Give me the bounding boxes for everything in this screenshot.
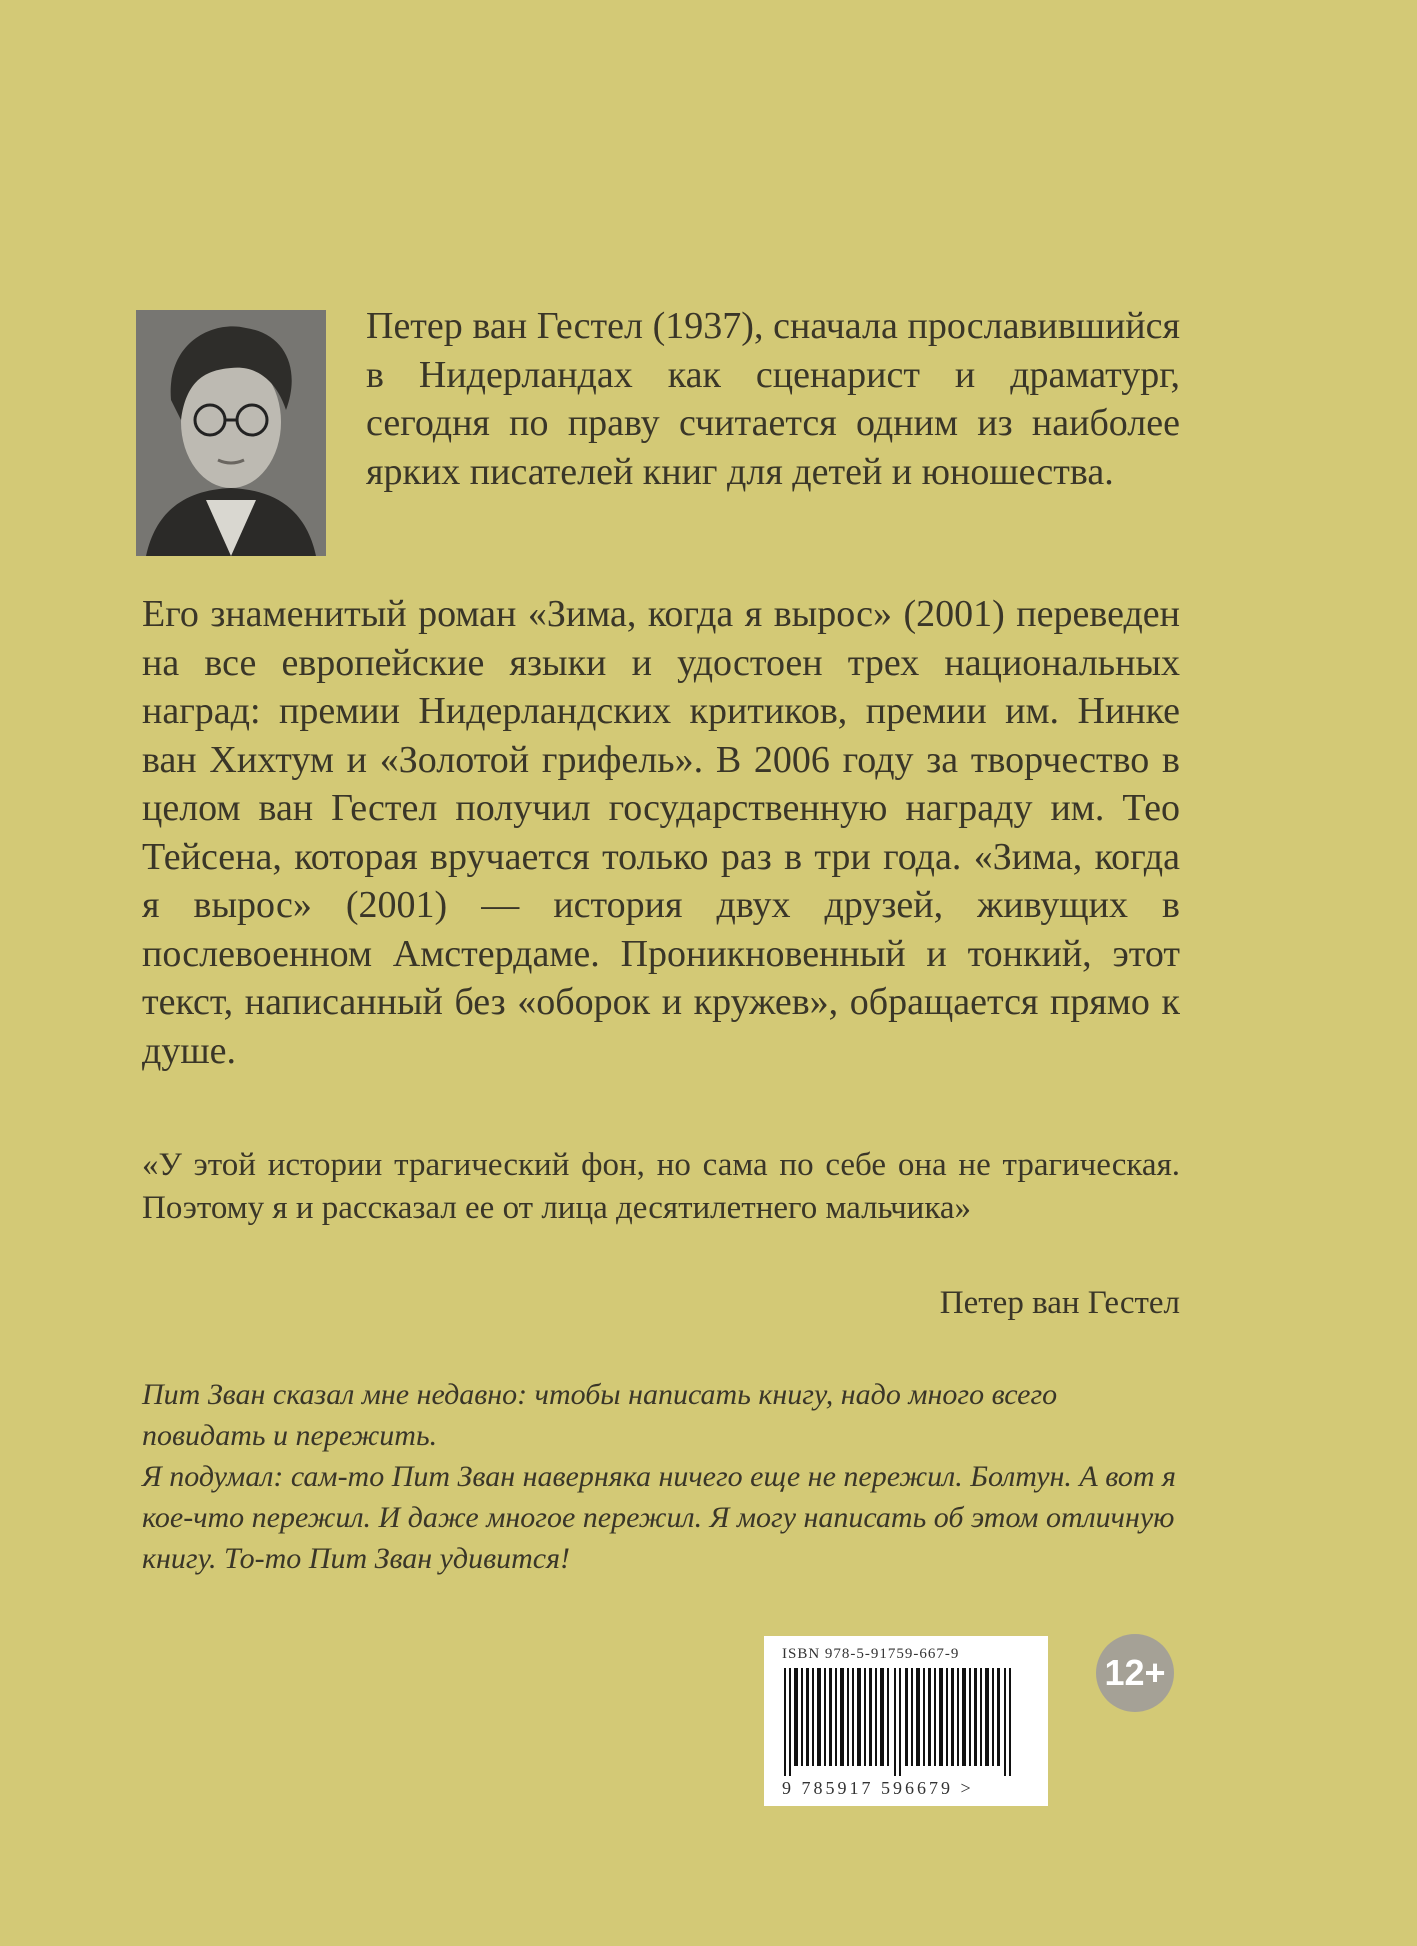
- ean-digits: 9 785917 596679 >: [782, 1778, 974, 1798]
- isbn-barcode-box: [764, 1636, 1048, 1806]
- author-photo: [136, 310, 326, 556]
- author-bio: Петер ван Гестел (1937), сначала прославившийся в Нидерландах как сценарист и драматург, сегодня по праву считается одним из наиболее ярких писателей книг для детей и юношества.: [366, 305, 1180, 493]
- author-quote: «У этой истории трагический фон, но сама по себе она не трагическая. Поэтому я и рассказал ее от лица десятилетнего мальчика»: [142, 1147, 1180, 1226]
- quote-author: Петер ван Гестел: [939, 1285, 1180, 1321]
- barcode-icon: [784, 1668, 1020, 1776]
- excerpt-line: Пит Зван сказал мне недавно: чтобы написать книгу, надо много всего повидать и пережить.: [142, 1378, 1058, 1452]
- isbn-text: ISBN 978-5-91759-667-9: [782, 1646, 960, 1662]
- book-excerpt: [142, 1374, 1182, 1579]
- age-rating-badge: 12+: [1096, 1634, 1174, 1712]
- excerpt-line: Я подумал: сам-то Пит Зван наверняка ничего еще не пережил. Болтун. А вот я кое-что пережил. И даже многое пережил. Я могу написать об этом отличную книгу. То-то Пит Зван удивится!: [142, 1460, 1176, 1575]
- book-description: Его знаменитый роман «Зима, когда я вырос» (2001) переведен на все европейские языки и удостоен трех национальных наград: премии Нидерландских критиков, премии им. Нинке ван Хихтум и «Золотой грифель». В 2006 году за творчество в целом ван Гестел получил государственную награду им. Тео Тейсена, которая вручается только раз в три года. «Зима, когда я вырос» (2001) — история двух друзей, живущих в послевоенном Амстердаме. Проникновенный и тонкий, этот текст, написанный без «оборок и кружев», обращается прямо к душе.: [142, 593, 1180, 1072]
